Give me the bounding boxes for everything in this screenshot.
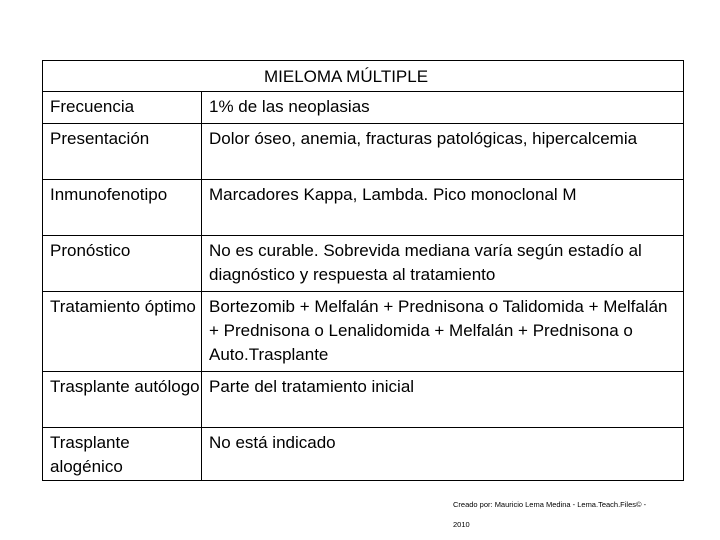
row-value: No está indicado	[209, 433, 336, 452]
row-value: Dolor óseo, anemia, fracturas patológicas, hipercalcemia	[209, 129, 638, 148]
row-value: Marcadores Kappa, Lambda. Pico monoclonal M	[209, 185, 577, 204]
footer-year: 2010	[453, 520, 470, 529]
table-row	[43, 428, 683, 480]
table-row	[43, 372, 683, 428]
row-value: 1% de las neoplasias	[209, 97, 370, 116]
table-row	[43, 236, 683, 292]
table-row	[43, 180, 683, 236]
table-row	[43, 292, 683, 372]
row-value: Parte del tratamiento inicial	[209, 377, 415, 396]
row-label: Presentación	[43, 124, 202, 179]
row-label: Frecuencia	[43, 92, 202, 123]
row-label: Pronóstico	[43, 236, 202, 291]
row-label: Trasplante alogénico	[43, 428, 202, 480]
data-table	[42, 60, 684, 481]
table-row	[43, 124, 683, 180]
row-label: Trasplante autólogo	[43, 372, 202, 427]
table-title: MIELOMA MÚLTIPLE	[43, 61, 683, 92]
footer-credit: Creado por: Mauricio Lema Medina - Lema.Teach.Files© -	[453, 500, 647, 509]
row-value: No es curable. Sobrevida mediana varía según estadío al diagnóstico y respuesta al tratamiento	[209, 241, 642, 284]
row-label: Inmunofenotipo	[43, 180, 202, 235]
table-row	[43, 92, 683, 124]
row-label: Tratamiento óptimo	[43, 292, 202, 371]
row-value: Bortezomib + Melfalán + Prednisona o Talidomida + Melfalán + Prednisona o Lenalidomida + Melfalán + Prednisona o Auto.Trasplante	[209, 297, 668, 364]
